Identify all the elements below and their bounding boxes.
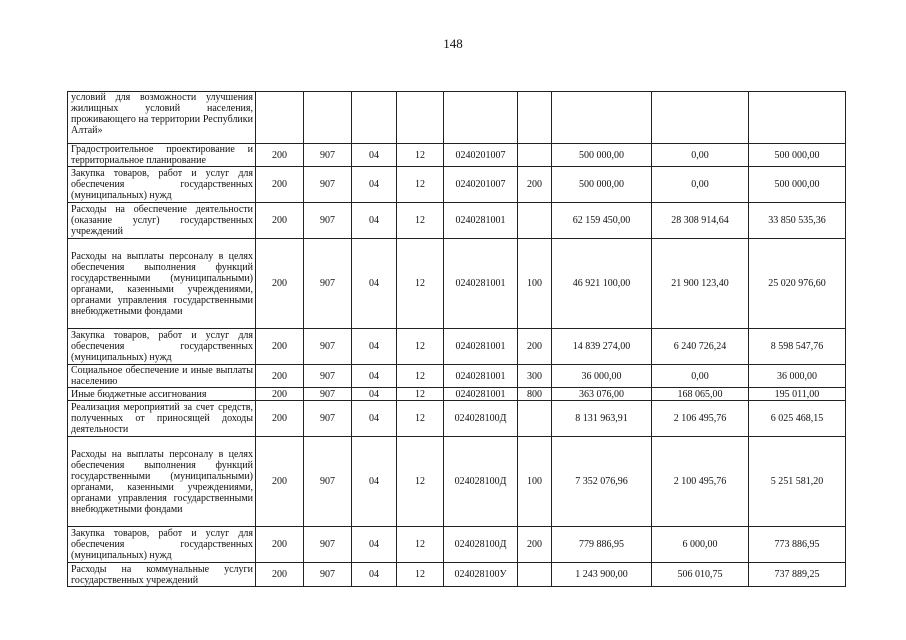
program-code-cell: 12 [397, 167, 444, 203]
executed-amount-cell: 506 010,75 [652, 563, 749, 587]
subsection-code-cell: 04 [352, 329, 397, 365]
subsection-code-cell: 04 [352, 167, 397, 203]
executed-amount-cell: 0,00 [652, 144, 749, 167]
subsection-code-cell: 04 [352, 527, 397, 563]
executed-amount-cell: 2 106 495,76 [652, 401, 749, 437]
target-article-cell: 0240281001 [444, 203, 518, 239]
remaining-amount-cell: 5 251 581,20 [749, 437, 846, 527]
subsection-code-cell: 04 [352, 563, 397, 587]
remaining-amount-cell: 25 020 976,60 [749, 239, 846, 329]
table-row [68, 239, 846, 329]
subsection-code-cell [352, 92, 397, 144]
table-row [68, 92, 846, 144]
remaining-amount-cell: 6 025 468,15 [749, 401, 846, 437]
plan-amount-cell: 36 000,00 [552, 365, 652, 388]
executed-amount-cell: 168 065,00 [652, 388, 749, 401]
table-row [68, 329, 846, 365]
target-article-cell: 0240281001 [444, 365, 518, 388]
target-article-cell: 0240281001 [444, 329, 518, 365]
section-code-cell: 907 [304, 401, 352, 437]
executed-amount-cell: 0,00 [652, 167, 749, 203]
remaining-amount-cell: 500 000,00 [749, 144, 846, 167]
description-cell: Расходы на выплаты персоналу в целях обеспечения выполнения функций государственными (муниципальными) органами, казенными учреждениями, органами управления государственными внебюджетными фондами [68, 239, 256, 329]
remaining-amount-cell: 8 598 547,76 [749, 329, 846, 365]
budget-table [67, 91, 846, 587]
remaining-amount-cell: 500 000,00 [749, 167, 846, 203]
expense-type-cell: 200 [518, 527, 552, 563]
description-cell: Закупка товаров, работ и услуг для обеспечения государственных (муниципальных) нужд [68, 329, 256, 365]
plan-amount-cell: 46 921 100,00 [552, 239, 652, 329]
remaining-amount-cell [749, 92, 846, 144]
table-row [68, 388, 846, 401]
description-cell: Градостроительное проектирование и территориальное планирование [68, 144, 256, 167]
section-code-cell: 907 [304, 437, 352, 527]
program-code-cell: 12 [397, 329, 444, 365]
plan-amount-cell: 62 159 450,00 [552, 203, 652, 239]
target-article-cell: 0240201007 [444, 167, 518, 203]
admin-code-cell: 200 [256, 527, 304, 563]
table-row [68, 144, 846, 167]
admin-code-cell: 200 [256, 144, 304, 167]
description-cell: Социальное обеспечение и иные выплаты населению [68, 365, 256, 388]
plan-amount-cell: 1 243 900,00 [552, 563, 652, 587]
description-cell: Расходы на выплаты персоналу в целях обеспечения выполнения функций государственными (муниципальными) органами, казенными учреждениями, органами управления государственными внебюджетными фондами [68, 437, 256, 527]
remaining-amount-cell: 33 850 535,36 [749, 203, 846, 239]
table-row [68, 527, 846, 563]
description-cell: Расходы на коммунальные услуги государственных учреждений [68, 563, 256, 587]
target-article-cell: 0240281001 [444, 239, 518, 329]
expense-type-cell: 800 [518, 388, 552, 401]
program-code-cell: 12 [397, 239, 444, 329]
table-row [68, 167, 846, 203]
subsection-code-cell: 04 [352, 144, 397, 167]
expense-type-cell [518, 401, 552, 437]
executed-amount-cell: 0,00 [652, 365, 749, 388]
expense-type-cell [518, 144, 552, 167]
admin-code-cell: 200 [256, 365, 304, 388]
program-code-cell: 12 [397, 365, 444, 388]
admin-code-cell: 200 [256, 401, 304, 437]
table-row [68, 401, 846, 437]
program-code-cell: 12 [397, 527, 444, 563]
section-code-cell: 907 [304, 167, 352, 203]
program-code-cell: 12 [397, 563, 444, 587]
subsection-code-cell: 04 [352, 203, 397, 239]
remaining-amount-cell: 195 011,00 [749, 388, 846, 401]
remaining-amount-cell: 773 886,95 [749, 527, 846, 563]
executed-amount-cell: 21 900 123,40 [652, 239, 749, 329]
description-cell: Закупка товаров, работ и услуг для обеспечения государственных (муниципальных) нужд [68, 167, 256, 203]
admin-code-cell: 200 [256, 329, 304, 365]
subsection-code-cell: 04 [352, 388, 397, 401]
executed-amount-cell: 28 308 914,64 [652, 203, 749, 239]
plan-amount-cell [552, 92, 652, 144]
section-code-cell: 907 [304, 239, 352, 329]
section-code-cell: 907 [304, 203, 352, 239]
expense-type-cell: 200 [518, 167, 552, 203]
section-code-cell: 907 [304, 388, 352, 401]
admin-code-cell: 200 [256, 563, 304, 587]
expense-type-cell [518, 92, 552, 144]
target-article-cell: 024028100У [444, 563, 518, 587]
table-row [68, 437, 846, 527]
section-code-cell: 907 [304, 563, 352, 587]
target-article-cell: 0240201007 [444, 144, 518, 167]
plan-amount-cell: 14 839 274,00 [552, 329, 652, 365]
executed-amount-cell: 6 000,00 [652, 527, 749, 563]
program-code-cell: 12 [397, 203, 444, 239]
executed-amount-cell [652, 92, 749, 144]
description-cell: Расходы на обеспечение деятельности (оказание услуг) государственных учреждений [68, 203, 256, 239]
target-article-cell: 024028100Д [444, 401, 518, 437]
expense-type-cell [518, 563, 552, 587]
program-code-cell: 12 [397, 437, 444, 527]
admin-code-cell: 200 [256, 239, 304, 329]
executed-amount-cell: 6 240 726,24 [652, 329, 749, 365]
description-cell: Закупка товаров, работ и услуг для обеспечения государственных (муниципальных) нужд [68, 527, 256, 563]
expense-type-cell [518, 203, 552, 239]
plan-amount-cell: 500 000,00 [552, 144, 652, 167]
section-code-cell [304, 92, 352, 144]
remaining-amount-cell: 36 000,00 [749, 365, 846, 388]
admin-code-cell: 200 [256, 167, 304, 203]
description-cell: Иные бюджетные ассигнования [68, 388, 256, 401]
target-article-cell [444, 92, 518, 144]
page-number: 148 [443, 36, 463, 51]
plan-amount-cell: 500 000,00 [552, 167, 652, 203]
plan-amount-cell: 7 352 076,96 [552, 437, 652, 527]
program-code-cell: 12 [397, 144, 444, 167]
expense-type-cell: 100 [518, 437, 552, 527]
description-cell: условий для возможности улучшения жилищных условий населения, проживающего на территории Республики Алтай» [68, 92, 256, 144]
expense-type-cell: 200 [518, 329, 552, 365]
section-code-cell: 907 [304, 329, 352, 365]
admin-code-cell: 200 [256, 203, 304, 239]
admin-code-cell: 200 [256, 437, 304, 527]
section-code-cell: 907 [304, 527, 352, 563]
target-article-cell: 024028100Д [444, 437, 518, 527]
subsection-code-cell: 04 [352, 365, 397, 388]
table-row [68, 203, 846, 239]
plan-amount-cell: 8 131 963,91 [552, 401, 652, 437]
program-code-cell: 12 [397, 388, 444, 401]
table-row [68, 365, 846, 388]
table-row [68, 563, 846, 587]
subsection-code-cell: 04 [352, 401, 397, 437]
section-code-cell: 907 [304, 365, 352, 388]
remaining-amount-cell: 737 889,25 [749, 563, 846, 587]
expense-type-cell: 300 [518, 365, 552, 388]
target-article-cell: 0240281001 [444, 388, 518, 401]
program-code-cell: 12 [397, 401, 444, 437]
plan-amount-cell: 363 076,00 [552, 388, 652, 401]
admin-code-cell: 200 [256, 388, 304, 401]
program-code-cell [397, 92, 444, 144]
subsection-code-cell: 04 [352, 437, 397, 527]
expense-type-cell: 100 [518, 239, 552, 329]
executed-amount-cell: 2 100 495,76 [652, 437, 749, 527]
section-code-cell: 907 [304, 144, 352, 167]
target-article-cell: 024028100Д [444, 527, 518, 563]
admin-code-cell [256, 92, 304, 144]
description-cell: Реализация мероприятий за счет средств, полученных от приносящей доходы деятельности [68, 401, 256, 437]
plan-amount-cell: 779 886,95 [552, 527, 652, 563]
subsection-code-cell: 04 [352, 239, 397, 329]
